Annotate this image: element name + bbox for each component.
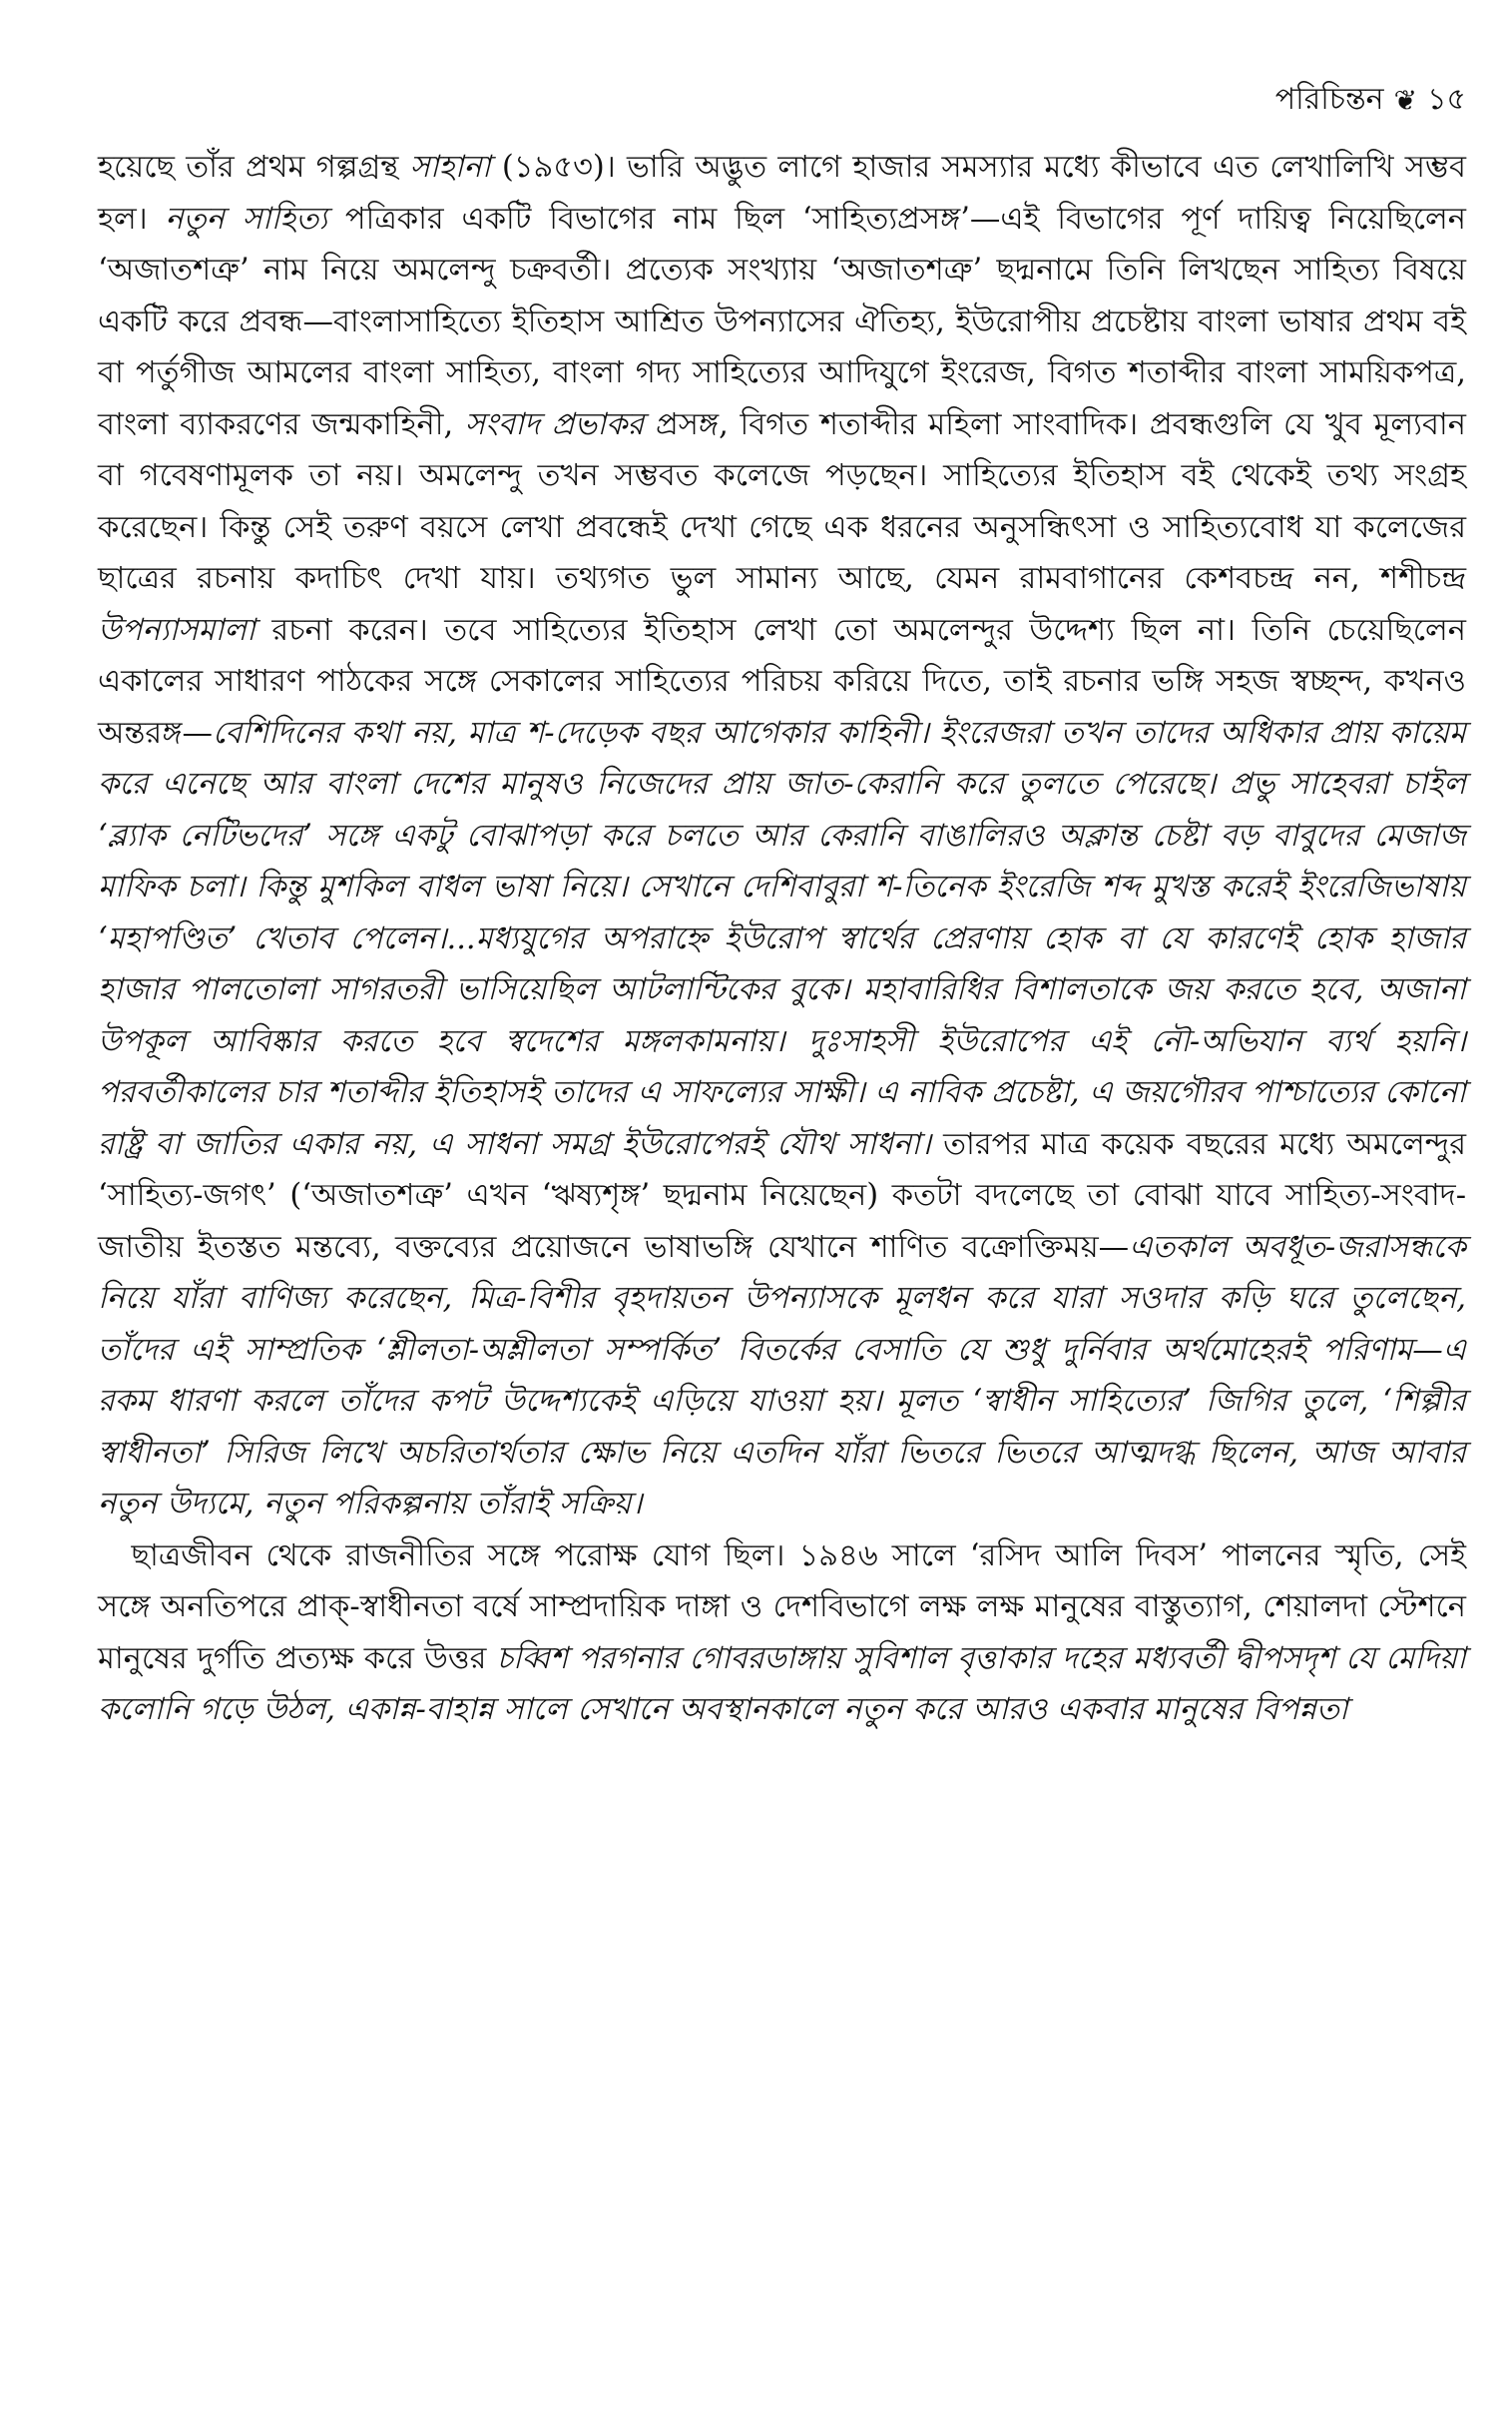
text-run: (১৯৫৩)। ভারি অদ্ভুত লাগে হাজার সমস্যার মধ্যে কীভাবে এত লেখালিখি সম্ভব হল।	[98, 150, 1466, 237]
quotation-first: বেশিদিনের কথা নয়, মাত্র শ-দেড়েক বছর আগেকার কাহিনী। ইংরেজরা তখন তাদের অধিকার প্রায় কায়েম করে এনেছে আর বাংলা দেশের মানুষও নিজেদের প্রায় জাত-কেরানি করে তুলতে পেরেছে। প্রভু সাহেবরা চাইল ‘ব্ল্যাক নেটিভদের’ সঙ্গে একটু বোঝাপড়া করে চলতে আর কেরানি বাঙালিরও অক্লান্ত চেষ্টা বড় বাবুদের মেজাজ মাফিক চলা। কিন্তু মুশকিল বাধল ভাষা নিয়ে। সেখানে দেশিবাবুরা শ-তিনেক ইংরেজি শব্দ মুখস্ত করেই ইংরেজিভাষায় ‘মহাপণ্ডিত’ খেতাব পেলেন।...মধ্যযুগের অপরাহ্নে ইউরোপ স্বার্থের প্রেরণায় হোক বা যে কারণেই হোক হাজার হাজার পালতোলা সাগরতরী ভাসিয়েছিল আটলান্টিকের বুকে। মহাবারিধির বিশালতাকে জয় করতে হবে, অজানা উপকূল আবিষ্কার করতে হবে স্বদেশের মঙ্গলকামনায়। দুঃসাহসী ইউরোপের এই নৌ-অভিযান ব্যর্থ হয়নি। পরবর্তীকালের চার শতাব্দীর ইতিহাসই তাদের এ সাফল্যের সাক্ষী। এ নাবিক প্রচেষ্টা, এ জয়গৌরব পাশ্চাত্যের কোনো রাষ্ট্র বা জাতির একার নয়, এ সাধনা সমগ্র ইউরোপেরই যৌথ সাধনা।	[98, 715, 1466, 1162]
quotation-second: এতকাল অবধূত-জরাসন্ধকে নিয়ে যাঁরা বাণিজ্য করেছেন, মিত্র-বিশীর বৃহদায়তন উপন্যাসকে মূলধন করে যারা সওদার কড়ি ঘরে তুলেছেন, তাঁদের এই সাম্প্রতিক ‘শ্লীলতা-অশ্লীলতা সম্পর্কিত’ বিতর্কের বেসাতি যে শুধু দুর্নিবার অর্থমোহেরই পরিণাম—এ রকম ধারণা করলে তাঁদের কপট উদ্দেশ্যকেই এড়িয়ে যাওয়া হয়। মূলত ‘স্বাধীন সাহিত্যের’ জিগির তুলে, ‘শিল্পীর স্বাধীনতা’ সিরিজ লিখে অচরিতার্থতার ক্ষোভ নিয়ে এতদিন যাঁরা ভিতরে ভিতরে আত্মদগ্ধ ছিলেন, আজ আবার নতুন উদ্যমে, নতুন পরিকল্পনায় তাঁরাই সক্রিয়।	[98, 1229, 1466, 1521]
magazine-title-natun-sahitya: নতুন সাহিত্য	[165, 201, 328, 237]
text-run: পত্রিকার একটি বিভাগের নাম ছিল ‘সাহিত্যপ্রসঙ্গ’—এই বিভাগের পূর্ণ দায়িত্ব নিয়েছিলেন ‘অজাতশত্রু’ নাম নিয়ে অমলেন্দু চক্রবর্তী। প্রত্যেক সংখ্যায় ‘অজাতশত্রু’ ছদ্মনামে তিনি লিখছেন সাহিত্য বিষয়ে একটি করে প্রবন্ধ—বাংলাসাহিত্যে ইতিহাস আশ্রিত উপন্যাসের ঐতিহ্য, ইউরোপীয় প্রচেষ্টায় বাংলা ভাষার প্রথম বই বা পর্তুগীজ আমলের বাংলা সাহিত্য, বাংলা গদ্য সাহিত্যের আদিযুগে ইংরেজ, বিগত শতাব্দীর বাংলা সাময়িকপত্র, বাংলা ব্যাকরণের জন্মকাহিনী,	[98, 201, 1466, 442]
book-title-upanyasmala: উপন্যাসমালা	[98, 612, 255, 648]
book-title-sahana: সাহানা	[409, 150, 491, 185]
text-run: তারপর মাত্র কয়েক বছরের মধ্যে অমলেন্দুর ‘সাহিত্য-জগৎ’ (‘অজাতশত্রু’ এখন ‘ঋষ্যশৃঙ্গ’ ছদ্মনাম নিয়েছেন) কতটা বদলেছে তা বোঝা যাবে সাহিত্য-সংবাদ-জাতীয় ইতস্তত মন্তব্যে, বক্তব্যের প্রয়োজনে ভাষাভঙ্গি যেখানে শাণিত বক্রোক্তিময়—	[98, 1126, 1466, 1265]
paragraph	[98, 142, 1466, 1530]
text-run: প্রসঙ্গ, বিগত শতাব্দীর মহিলা সাংবাদিক। প্রবন্ধগুলি যে খুব মূল্যবান বা গবেষণামূলক তা নয়। অমলেন্দু তখন সম্ভবত কলেজে পড়ছেন। সাহিত্যের ইতিহাস বই থেকেই তথ্য সংগ্রহ করেছেন। কিন্তু সেই তরুণ বয়সে লেখা প্রবন্ধেই দেখা গেছে এক ধরনের অনুসন্ধিৎসা ও সাহিত্যবোধ যা কলেজের ছাত্রের রচনায় কদাচিৎ দেখা যায়। তথ্যগত ভুল সামান্য আছে, যেমন রামবাগানের কেশবচন্দ্র নন, শশীচন্দ্র	[98, 406, 1466, 596]
leaf-ornament-icon: ❦	[1393, 83, 1418, 117]
newspaper-title-sambad-prabhakar: সংবাদ প্রভাকর	[464, 406, 645, 442]
text-run: হয়েছে তাঁর প্রথম গল্পগ্রন্থ	[98, 150, 410, 185]
paragraph	[98, 1530, 1466, 1736]
body-text	[98, 142, 1466, 1736]
running-header	[98, 72, 1466, 128]
page-number: ১৫	[1427, 81, 1466, 117]
running-title: পরিচিন্তন	[1274, 81, 1384, 117]
text-run: ছাত্রজীবন থেকে রাজনীতির সঙ্গে পরোক্ষ যোগ ছিল। ১৯৪৬ সালে ‘রসিদ আলি দিবস’ পালনের স্মৃতি, সেই সঙ্গে অনতিপরে প্রাক্-স্বাধীনতা বর্ষে সাম্প্রদায়িক দাঙ্গা ও দেশবিভাগে লক্ষ লক্ষ মানুষের বাস্তুত্যাগ, শেয়ালদা স্টেশনে মানুষের দুর্গতি প্রত্যক্ষ করে উত্তর	[98, 1537, 1466, 1676]
text-run: রচনা করেন। তবে সাহিত্যের ইতিহাস লেখা তো অমলেন্দুর উদ্দেশ্য ছিল না। তিনি চেয়েছিলেন একালের সাধারণ পাঠকের সঙ্গে সেকালের সাহিত্যের পরিচয় করিয়ে দিতে, তাই রচনার ভঙ্গি সহজ স্বচ্ছন্দ, কখনও অন্তরঙ্গ—	[98, 612, 1466, 751]
italic-passage: চব্বিশ পরগনার গোবরডাঙ্গায় সুবিশাল বৃত্তাকার দহের মধ্যবর্তী দ্বীপসদৃশ যে মেদিয়া কলোনি গড়ে উঠল, একান্ন-বাহান্ন সালে সেখানে অবস্থানকালে নতুন করে আরও একবার মানুষের বিপন্নতা	[98, 1640, 1466, 1727]
